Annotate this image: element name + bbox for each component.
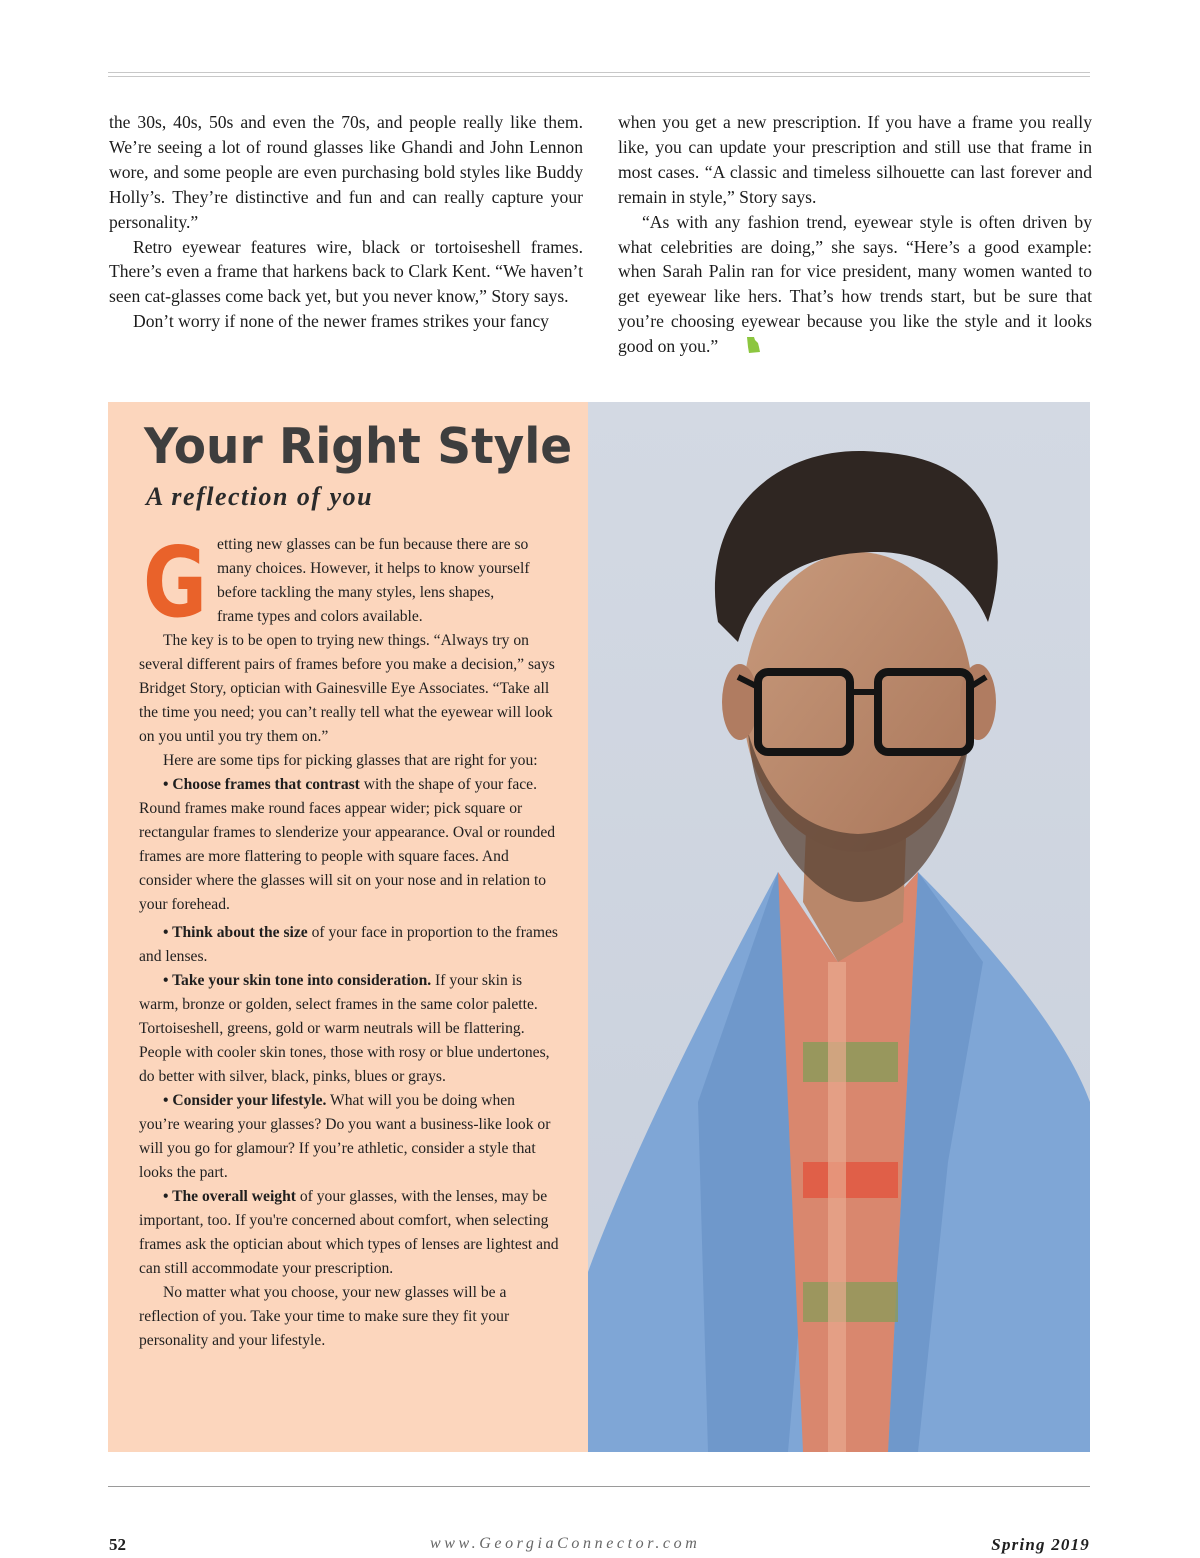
tip-heading: • The overall weight xyxy=(163,1188,296,1205)
footer-rule xyxy=(108,1486,1090,1487)
tip-item xyxy=(139,1089,559,1185)
tip-heading: • Take your skin tone into consideration. xyxy=(163,972,432,989)
sidebar-closing: No matter what you choose, your new glasses will be a reflection of you. Take your time to make sure they fit your personality and your lifestyle. xyxy=(139,1284,510,1349)
article-left-column xyxy=(109,110,583,334)
tip-item xyxy=(139,1185,559,1281)
sidebar-paragraph: The key is to be open to trying new things. “Always try on several different pairs of frames before you make a decision,” says Bridget Story, optician with Gainesville Eye Associates. “Take all the time you need; you can’t really tell what the eyewear will look on you until you try them on.” xyxy=(139,632,555,745)
drop-cap: G xyxy=(143,527,208,640)
tip-item xyxy=(139,773,559,917)
article-paragraph-text: “As with any fashion trend, eyewear style is often driven by what celebrities are doing,” she says. “Here’s a good example: when Sarah Palin ran for vice president, many women wanted to get eyewear like hers. That’s how trends start, but be sure that you’re choosing eyewear because you like the style and it looks good on you.” xyxy=(618,211,1092,357)
top-rule-second xyxy=(108,76,1090,77)
tip-text: with the shape of your face. Round frames make round faces appear wider; pick square or rectangular frames to slenderize your appearance. Oval or rounded frames are more flattering to people with square faces. And consider where the glasses will sit on your nose and in relation to your forehead. xyxy=(139,776,556,913)
article-paragraph: when you get a new prescription. If you have a frame you really like, you can update your prescription and still use that frame in most cases. “A classic and timeless silhouette can last forever and remain in style,” Story says. xyxy=(618,112,1092,207)
article-right-column xyxy=(618,110,1092,360)
tip-item xyxy=(139,921,559,969)
article-paragraph: the 30s, 40s, 50s and even the 70s, and people really like them. We’re seeing a lot of round glasses like Ghandi and John Lennon wore, and some people are even purchasing bold styles like Buddy Holly’s. They’re distinctive and fun and can really capture your personality.” xyxy=(109,112,583,232)
website-link[interactable]: www.GeorgiaConnector.com xyxy=(430,1535,701,1552)
issue-label: Spring 2019 xyxy=(991,1535,1090,1554)
intro-line: many choices. However, it helps to know yourself xyxy=(217,560,530,577)
intro-line: before tackling the many styles, lens shapes, xyxy=(217,584,495,601)
model-photo xyxy=(588,402,1090,1452)
article-paragraph: Don’t worry if none of the newer frames strikes your fancy xyxy=(133,311,549,332)
sidebar-title: Your Right Style xyxy=(144,418,573,476)
tip-heading: • Consider your lifestyle. xyxy=(163,1092,327,1109)
article-paragraph-last xyxy=(618,210,1092,360)
tip-text: What will you be doing when you’re wearing your glasses? Do you want a business-like look or will you go for glamour? If you’re athletic, consider a style that looks the part. xyxy=(139,1092,551,1181)
georgia-state-icon xyxy=(722,335,760,360)
tip-text: of your glasses, with the lenses, may be important, too. If you're concerned about comfort, when selecting frames ask the optician about which types of lenses are lightest and can still accommodate your prescription. xyxy=(139,1188,559,1277)
tip-item xyxy=(139,969,559,1089)
intro-line: frame types and colors available. xyxy=(217,608,423,625)
tip-text: If your skin is warm, bronze or golden, select frames in the same color palette. Tortoiseshell, greens, gold or warm neutrals will be flattering. People with cooler skin tones, those with rosy or blue undertones, do better with silver, black, pinks, blues or grays. xyxy=(139,972,550,1085)
sidebar-body xyxy=(139,527,559,1353)
intro-line: etting new glasses can be fun because there are so xyxy=(217,536,529,553)
article-paragraph: Retro eyewear features wire, black or tortoiseshell frames. There’s even a frame that harkens back to Clark Kent. “We haven’t seen cat-glasses come back yet, but you never know,” Story says. xyxy=(109,236,583,307)
tip-heading: • Choose frames that contrast xyxy=(163,776,360,793)
sidebar-subtitle: A reflection of you xyxy=(146,482,374,511)
tip-text: of your face in proportion to the frames and lenses. xyxy=(139,924,558,965)
sidebar-paragraph: Here are some tips for picking glasses that are right for you: xyxy=(163,752,538,769)
tip-heading: • Think about the size xyxy=(163,924,308,941)
page-number: 52 xyxy=(109,1535,126,1554)
top-rule xyxy=(108,72,1090,73)
